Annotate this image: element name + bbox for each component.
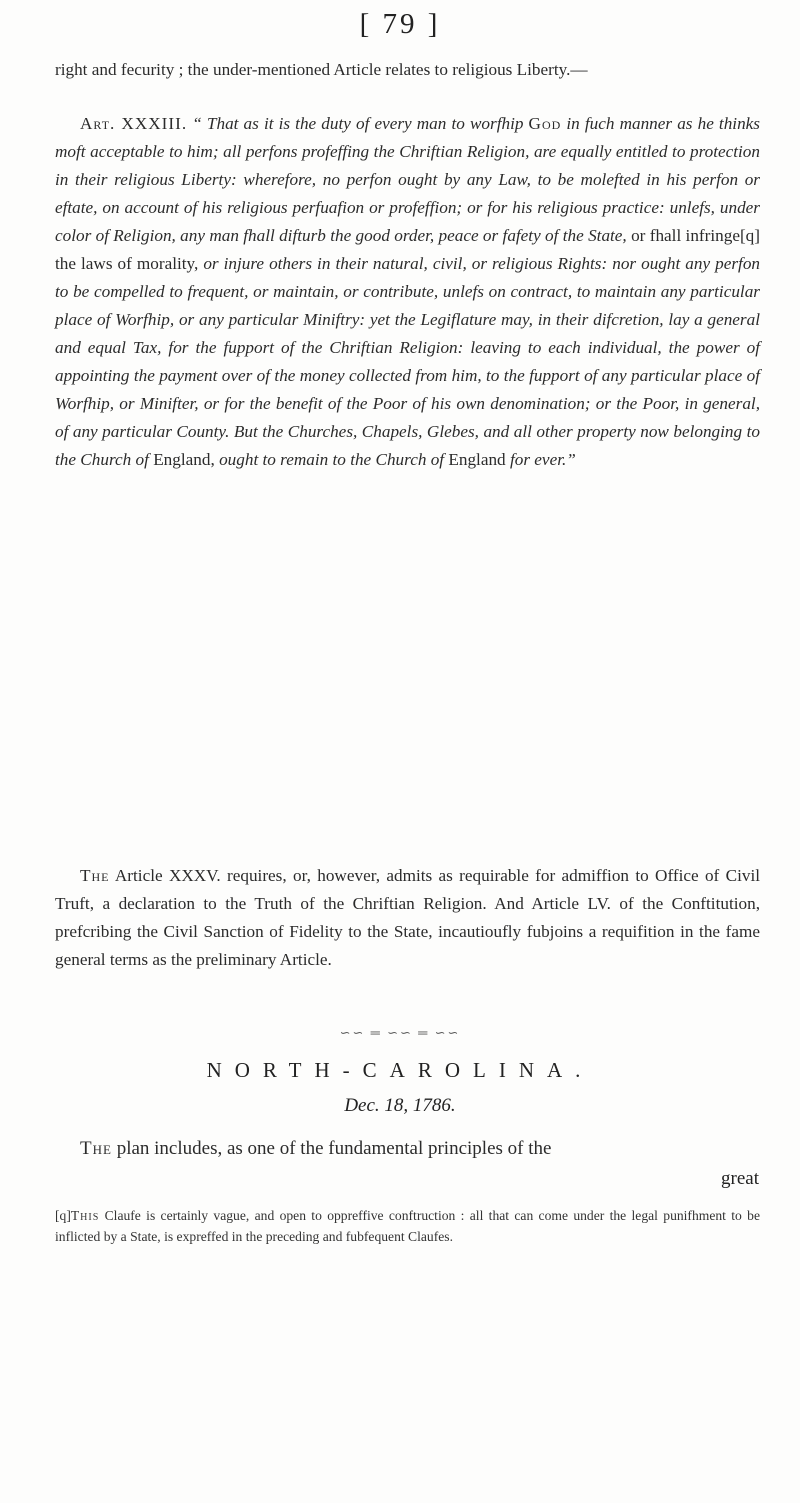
section-ornament: ∽∽ ═ ∽∽ ═ ∽∽ xyxy=(339,1025,461,1040)
article-quote-b: in fuch manner as he thinks moft acceptable to him; all perfons profeffing the Chriftian Religion, are equally entitled to protection in their religious Liberty: wherefore, no perfon ought by any Law, to be molefted in his perfon or eftate, on account of his religious perfuafion or profeffion; or for his religious practice: unlefs, under color of Religion, any man fhall difturb the good order, peace or fafety of the State, xyxy=(55,114,760,245)
page-number: [ 79 ] xyxy=(359,8,441,40)
para2-lead: The xyxy=(80,866,110,885)
catchword: great xyxy=(721,1168,759,1189)
para2-text: Article XXXV. requires, or, however, admits as requirable for admiffion to Office of Civil Truft, a declaration to the Truth of the Chriftian Religion. And Article LV. of the Conftitution, prefcribing the Civil Sanction of Fidelity to the State, incautioufly fubjoins a requifition in the fame general terms as the preliminary Article. xyxy=(55,866,760,969)
article-quote-a: “ That as it is the duty of every man to worfhip xyxy=(192,114,524,133)
para3-text: plan includes, as one of the fundamental principles of the xyxy=(116,1138,552,1159)
para3-lead: The xyxy=(80,1138,112,1159)
footnote-lead: This xyxy=(70,1208,100,1223)
footnote-marker: [q] xyxy=(55,1208,71,1223)
article-god: God xyxy=(528,114,562,133)
footnote-text: Claufe is certainly vague, and open to oppreffive conftruction : all that can come under the legal punifhment to be inflicted by a State, is expreffed in the preceding and fubfequent Claufes. xyxy=(55,1208,760,1244)
state-heading: NORTH-CAROLINA. xyxy=(206,1058,594,1082)
article-label: Art. XXXIII. xyxy=(80,114,188,133)
article-england-1: England, xyxy=(153,450,215,469)
intro-paragraph: right and fecurity ; the under-mentioned Article relates to religious Liberty.— xyxy=(55,60,588,79)
article-xxxv-paragraph xyxy=(55,862,760,974)
article-paragraph xyxy=(55,110,760,474)
article-england-2: England xyxy=(448,450,506,469)
section-date: Dec. 18, 1786. xyxy=(344,1095,456,1116)
article-quote-e: for ever.” xyxy=(509,450,576,469)
plan-paragraph xyxy=(55,1134,760,1164)
article-quote-c: or injure others in their natural, civil, or religious Rights: nor ought any perfon to be compelled to frequent, or maintain, or contribute, unlefs on contract, to maintain any particular place of Worfhip, or any particular Miniftry: yet the Legiflature may, in their difcretion, lay a general and equal Tax, for the fupport of the Chriftian Religion: leaving to each individual, the power of appointing the payment over of the money collected from him, to the fupport of any particular place of Worfhip, or Minifter, or for the benefit of the Poor of his own denomination; or the Poor, in general, of any particular County. But the Churches, Chapels, Glebes, and all other property now belonging to the Church of xyxy=(55,254,761,469)
article-infringe: or fhall infringe[q] the laws of morality, xyxy=(55,226,761,273)
article-quote-d: ought to remain to the Church of xyxy=(219,450,445,469)
footnote xyxy=(55,1205,760,1247)
